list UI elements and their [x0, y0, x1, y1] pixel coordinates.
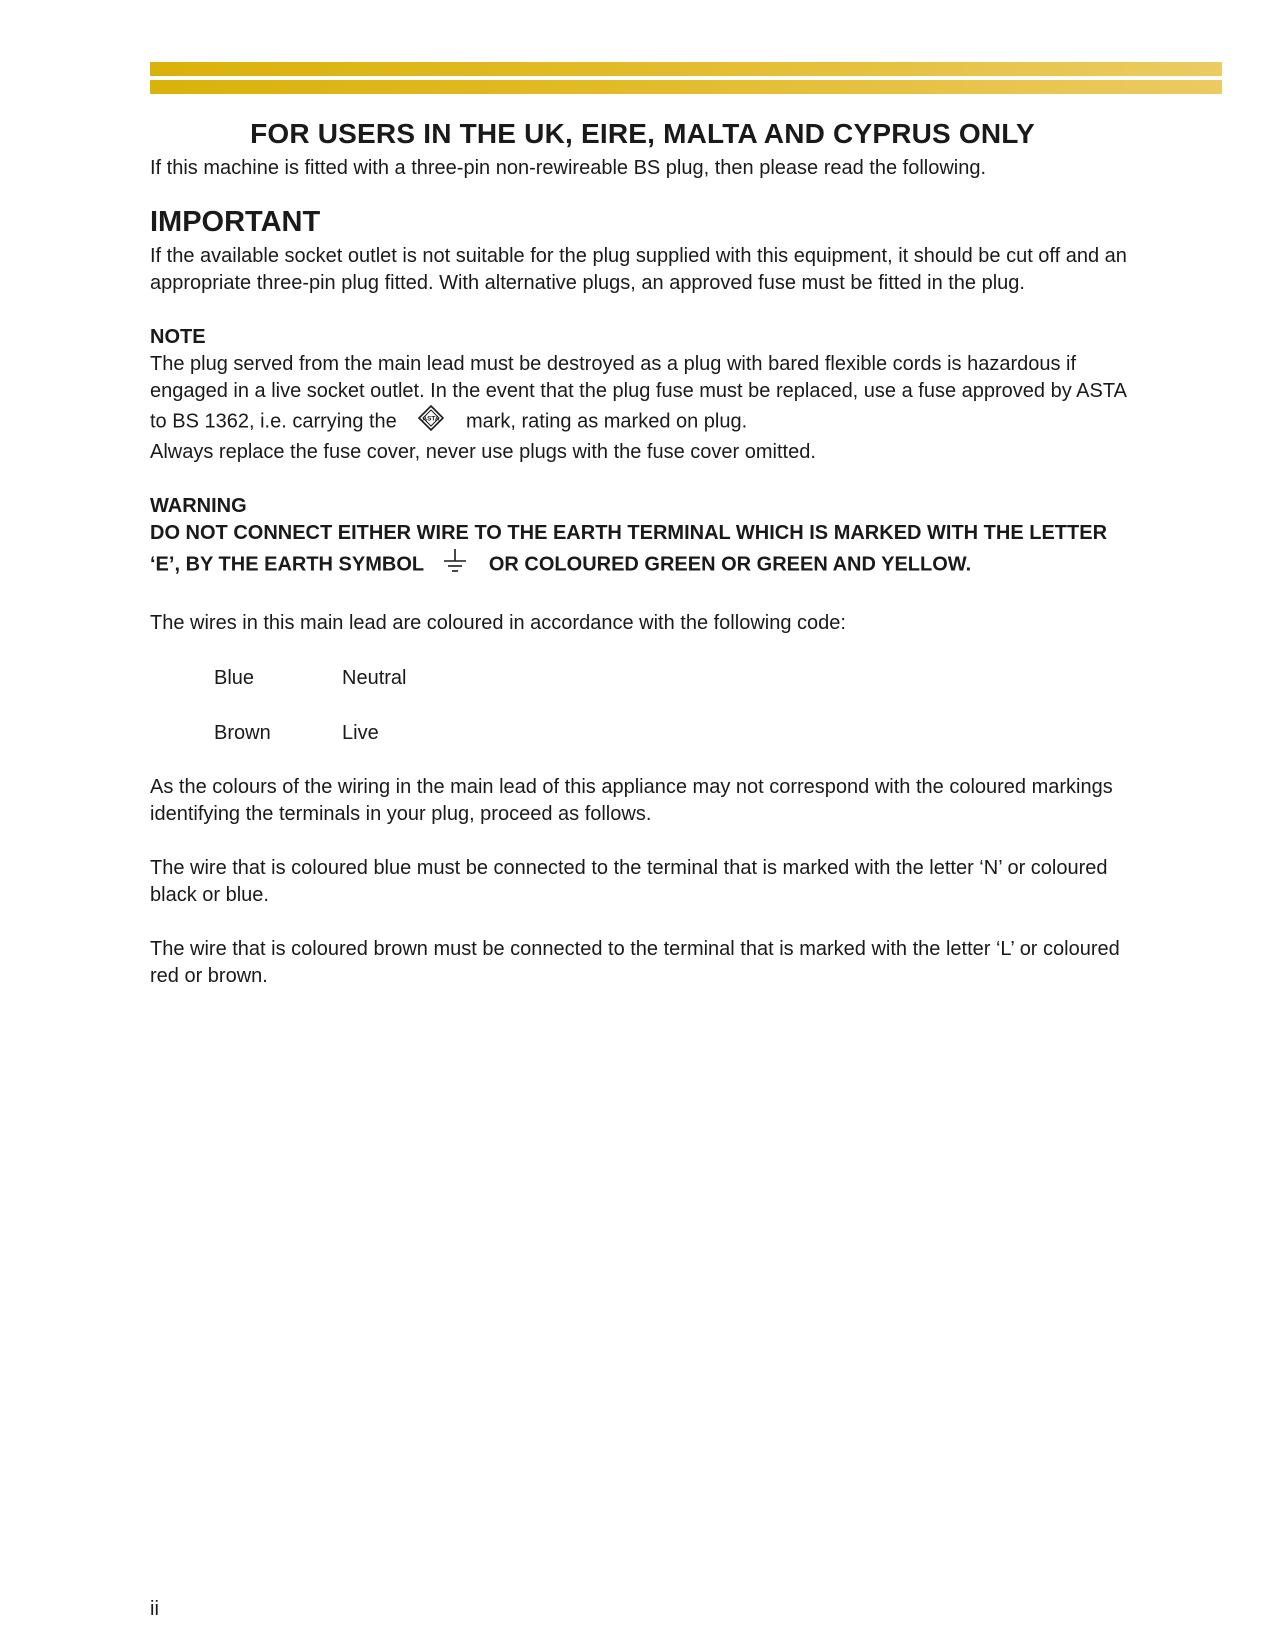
blue-wire-instruction: The wire that is coloured blue must be connected to the terminal that is marked with the letter ‘N’ or coloured black or blue. — [150, 857, 1108, 906]
warning-text — [150, 520, 1135, 583]
note-text — [150, 351, 1135, 466]
wires-intro: The wires in this main lead are coloured in accordance with the following code: — [150, 612, 846, 634]
note-heading: NOTE — [150, 326, 206, 348]
important-heading: IMPORTANT — [150, 206, 321, 238]
page-number: ii — [150, 1598, 159, 1620]
wire-color: Blue — [214, 667, 255, 689]
page-content — [150, 114, 1135, 990]
header-bar-bottom — [150, 80, 1222, 94]
page-title: FOR USERS IN THE UK, EIRE, MALTA AND CYPRUS ONLY — [250, 118, 1035, 149]
header-bar-top — [150, 62, 1222, 76]
warning-heading: WARNING — [150, 495, 247, 517]
note-text-before-mark: The plug served from the main lead must be destroyed as a plug with bared flexible cords is hazardous if engaged in a live socket outlet. In the event that the plug fuse must be replaced, use a fuse approved by ASTA to BS 1362, i.e. carrying the — [150, 353, 1126, 433]
warning-text-before-symbol: DO NOT CONNECT EITHER WIRE TO THE EARTH TERMINAL WHICH IS MARKED WITH THE LETTER ‘E’, BY THE EARTH SYMBOL — [150, 522, 1108, 576]
colours-note: As the colours of the wiring in the main lead of this appliance may not correspond with the coloured markings identifying the terminals in your plug, proceed as follows. — [150, 776, 1113, 825]
brown-wire-instruction: The wire that is coloured brown must be connected to the terminal that is marked with the letter ‘L’ or coloured red or brown. — [150, 938, 1120, 987]
wire-code-row — [214, 720, 1135, 747]
warning-text-after-symbol: OR COLOURED GREEN OR GREEN AND YELLOW. — [488, 553, 972, 576]
wire-code-table — [214, 665, 1135, 747]
note-text-line2: Always replace the fuse cover, never use plugs with the fuse cover omitted. — [150, 441, 816, 463]
wire-meaning: Neutral — [342, 667, 407, 689]
wire-meaning: Live — [342, 722, 379, 744]
earth-symbol-icon — [441, 547, 469, 583]
intro-text: If this machine is fitted with a three-pin non-rewireable BS plug, then please read the following. — [150, 157, 987, 179]
important-text: If the available socket outlet is not suitable for the plug supplied with this equipment, it should be cut off and an appropriate three-pin plug fitted. With alternative plugs, an approved fuse must be fitted in the plug. — [150, 245, 1127, 294]
asta-mark-label: ASTA — [422, 415, 440, 423]
wire-code-row — [214, 665, 1135, 692]
asta-mark-icon — [418, 405, 444, 439]
note-text-after-mark: mark, rating as marked on plug. — [465, 410, 748, 433]
wire-color: Brown — [214, 722, 271, 744]
